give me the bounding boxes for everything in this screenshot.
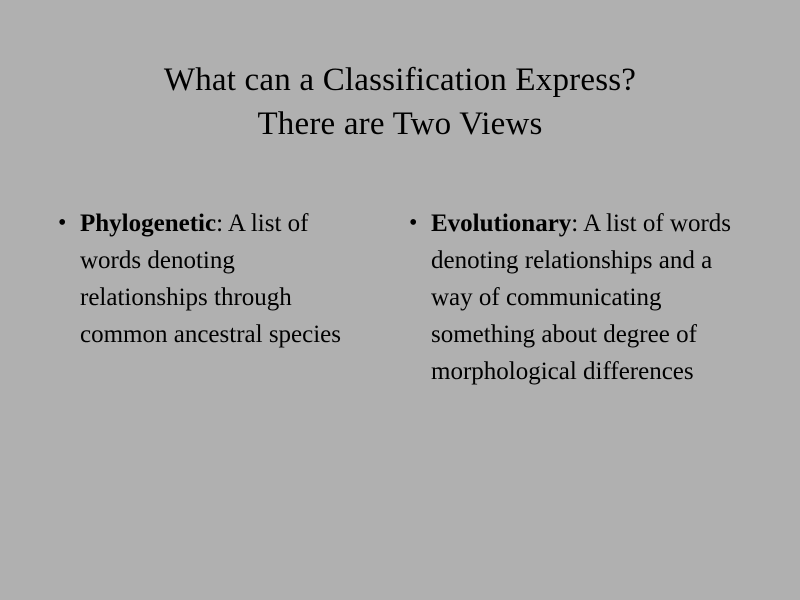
list-item-body: : A list of words denoting relationships through common ancestral species: [80, 210, 342, 348]
list-item-lead: Phylogenetic: [80, 210, 217, 237]
list-item: [58, 205, 351, 353]
column-evolutionary: [355, 205, 755, 390]
list-item-body: : A list of words denoting relationships and a way of communicating something about degree of morphological differences: [431, 210, 732, 385]
list-item-lead: Evolutionary: [431, 210, 572, 237]
title-line-2: There are Two Views: [257, 106, 543, 142]
list-item-text: [431, 205, 745, 390]
bullet-icon: •: [58, 210, 67, 236]
list-item-text: [80, 205, 351, 353]
bullet-icon: •: [409, 210, 418, 236]
page-title: [0, 58, 800, 146]
title-line-1: What can a Classification Express?: [163, 62, 637, 98]
content-columns: [0, 205, 800, 390]
list-item: [409, 205, 745, 390]
column-phylogenetic: [0, 205, 355, 353]
